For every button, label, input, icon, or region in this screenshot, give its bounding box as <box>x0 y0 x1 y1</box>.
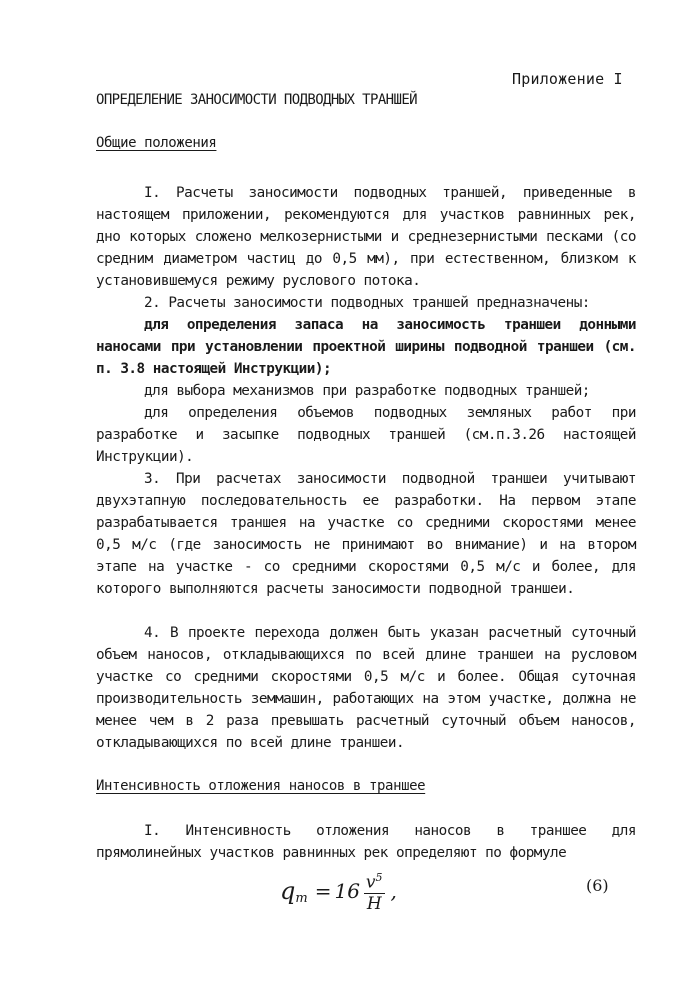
section-heading-general: Общие положения <box>96 135 217 151</box>
paragraph-2-item-1: для определения запаса на заносимость траншеи донными наносами при установлении проектной ширины подводной траншеи (см. п. 3.8 настоящей Инструкции); <box>96 317 636 377</box>
formula-coefficient: 16 <box>334 878 360 903</box>
paragraph-4: 4. В проекте перехода должен быть указан расчетный суточный объем наносов, откладывающихся по всей длине траншеи на русловом участке со средними скоростями 0,5 м/с и более. Общая суточная производительность земмашин, работающих на этом участке, должна не менее чем в 2 раза превышать расчетный суточный объем наносов, откладывающихся по всей длине траншеи. <box>96 625 636 751</box>
paragraph-intensity-1: I. Интенсивность отложения наносов в траншее для прямолинейных участков равнинных рек определяют по формуле <box>96 823 636 861</box>
paragraph-1: I. Расчеты заносимости подводных траншей, приведенные в настоящем приложении, рекомендуются для участков равнинных рек, дно которых сложено мелкозернистыми и среднезернистыми песками (со средним диаметром частиц до 0,5 мм), при естественном, близком к установившемуся режиму руслового потока. <box>96 185 636 289</box>
formula-number: (6) <box>586 876 609 895</box>
formula-fraction <box>364 868 385 914</box>
page-title: ОПРЕДЕЛЕНИЕ ЗАНОСИМОСТИ ПОДВОДНЫХ ТРАНШЕЙ <box>96 92 417 108</box>
paragraph-3: 3. При расчетах заносимости подводной траншеи учитывают двухэтапную последовательность ее разработки. На первом этапе разрабатывается траншея на участке со средними скоростями менее 0,5 м/с (где заносимость не принимают во внимание) и на втором этапе на участке - со средними скоростями 0,5 м/с и более, для которого выполняются расчеты заносимости подводной траншеи. <box>96 471 636 597</box>
formula-numerator: $v^5$ <box>364 868 385 894</box>
formula-exponent: 5 <box>375 871 383 884</box>
paragraph-2-item-2: для выбора механизмов при разработке подводных траншей; <box>144 383 590 399</box>
formula-trailing-comma: , <box>390 878 397 903</box>
section-heading-intensity: Интенсивность отложения наносов в траншее <box>96 778 426 794</box>
formula-equals: = <box>314 878 332 903</box>
annex-label: Приложение I <box>512 70 623 88</box>
paragraph-2: 2. Расчеты заносимости подводных траншей предназначены: <box>144 295 590 311</box>
formula-denominator: H <box>366 893 382 914</box>
formula <box>280 868 397 914</box>
formula-lhs-subscript: т <box>295 891 308 907</box>
formula-lhs: q <box>280 876 296 905</box>
paragraph-2-item-3: для определения объемов подводных земляных работ при разработке и засыпке подводных траншей (см.п.3.26 настоящей Инструкции). <box>96 405 636 465</box>
